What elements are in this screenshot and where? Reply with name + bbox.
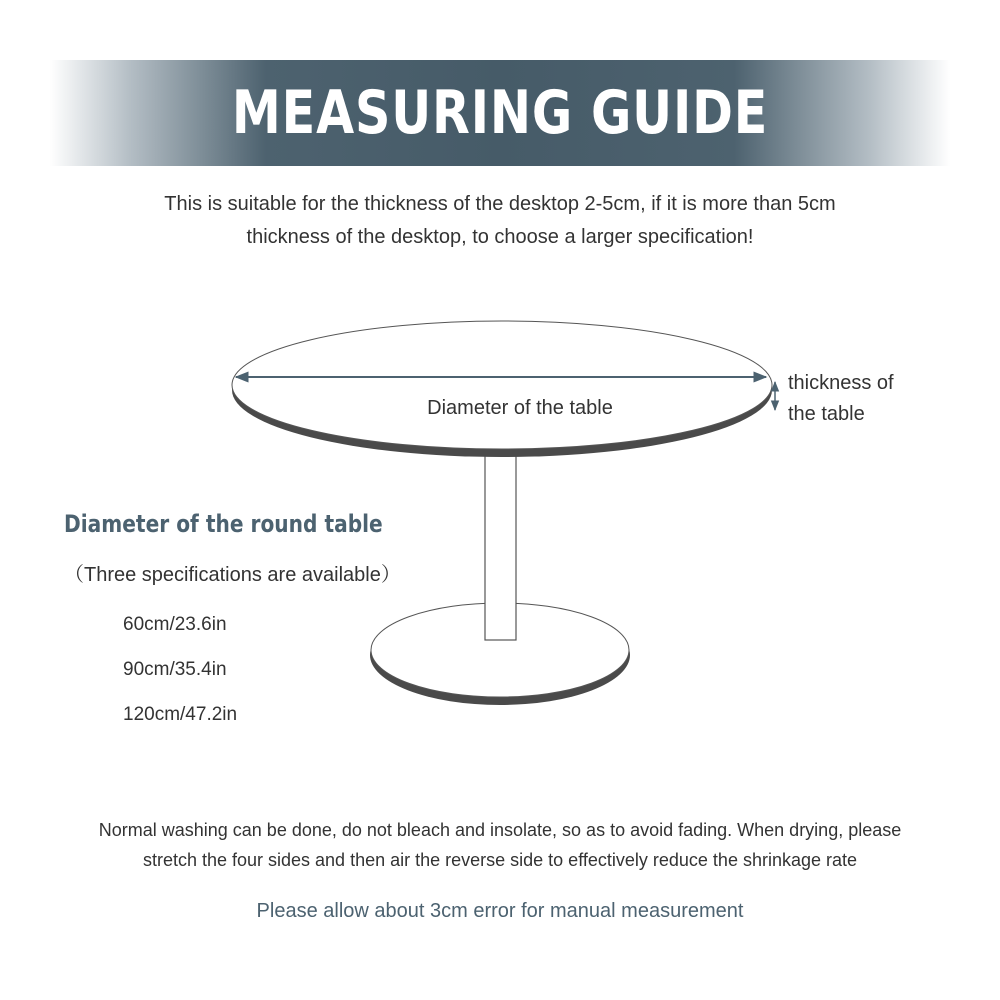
spec-item-60cm: 60cm/23.6in <box>123 614 227 635</box>
page-title: MEASURING GUIDE <box>231 78 769 148</box>
intro-line-1: This is suitable for the thickness of the desktop 2-5cm, if it is more than 5cm <box>164 193 836 215</box>
spec-item-90cm: 90cm/35.4in <box>123 659 227 680</box>
intro-line-2: thickness of the desktop, to choose a larger specification! <box>246 226 754 248</box>
spec-item-120cm: 120cm/47.2in <box>123 704 238 725</box>
care-line-2: stretch the four sides and then air the reverse side to effectively reduce the shrinkage rate <box>142 850 858 870</box>
care-line-1: Normal washing can be done, do not bleach and insolate, so as to avoid fading. When drying, please <box>98 820 902 840</box>
care-instructions <box>40 815 960 875</box>
table-top <box>232 321 772 449</box>
specs-title: Diameter of the round table <box>64 510 383 538</box>
thickness-label <box>788 368 894 430</box>
measurement-note: Please allow about 3cm error for manual measurement <box>256 900 744 922</box>
thickness-label-line-1: thickness of <box>788 372 894 394</box>
table-leg <box>485 450 516 640</box>
thickness-label-line-2: the table <box>788 403 865 425</box>
specs-subtitle: （Three specifications are available） <box>64 564 401 586</box>
diameter-label: Diameter of the table <box>427 397 613 419</box>
spec-list <box>123 612 237 747</box>
